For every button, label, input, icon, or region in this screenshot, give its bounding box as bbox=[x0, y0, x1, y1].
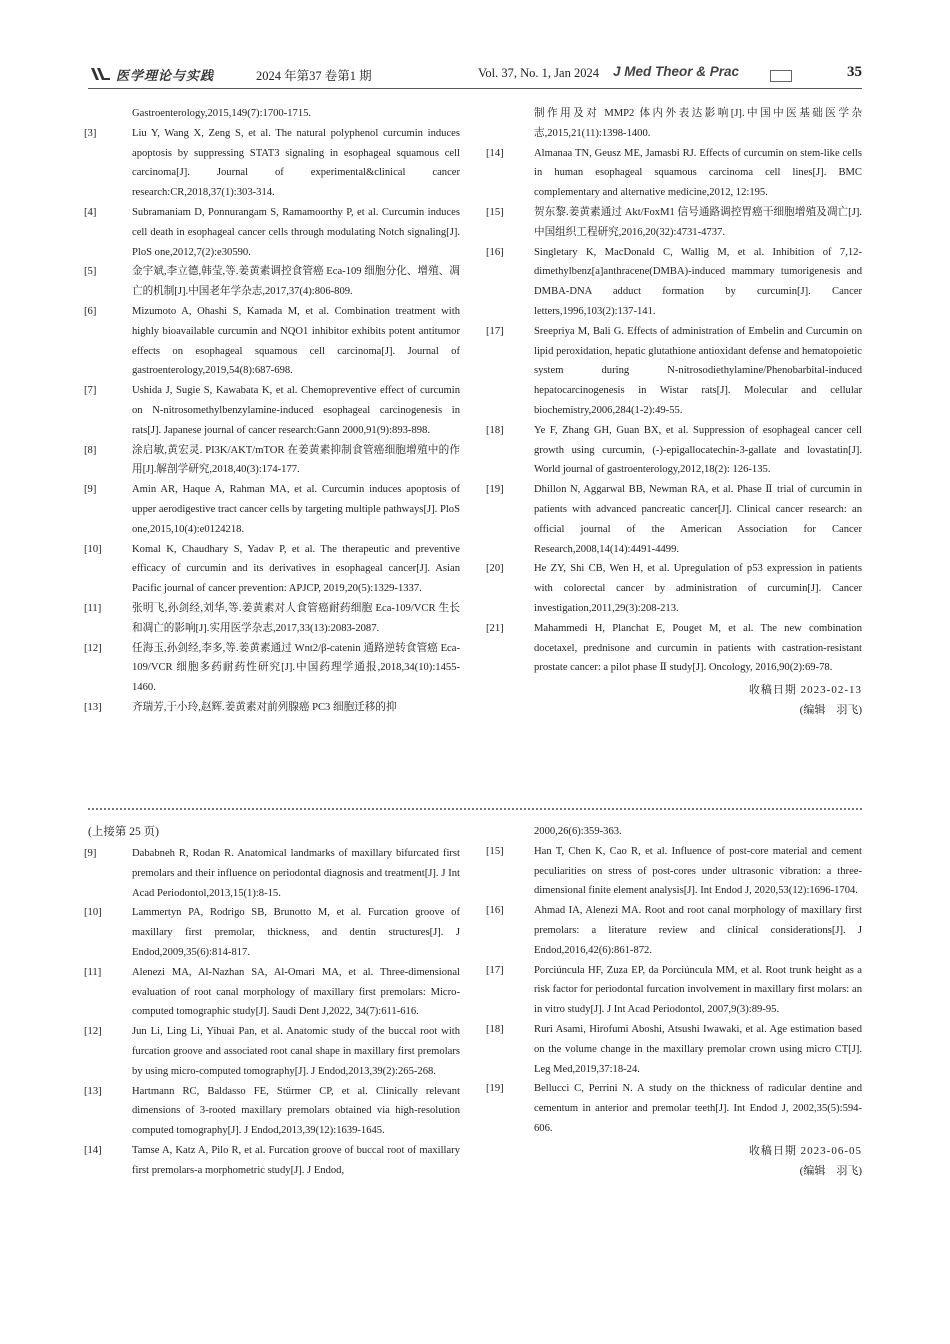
reference-item bbox=[84, 1141, 460, 1181]
issue-info-en: Vol. 37, No. 1, Jan 2024 bbox=[478, 66, 599, 80]
reference-text: Hartmann RC, Baldasso FE, Stürmer CP, et al. Clinically relevant dimensions of 3-rooted maxillary premolars obtained via high-resolution computed tomography[J]. J Endod,2013,39(12):1639-1645. bbox=[132, 1085, 460, 1137]
reference-number: [9] bbox=[84, 484, 97, 496]
reference-number: [10] bbox=[84, 543, 102, 555]
reference-text: Singletary K, MacDonald C, Wallig M, et al. Inhibition of 7,12-dimethylbenz[a]anthracene(DMBA)-induced mammary tumorigenesis and DMBA-DNA adduct formation by curcumin[J]. Cancer letters,1996,103(2):137-141. bbox=[534, 246, 862, 317]
page-number: 35 bbox=[847, 64, 862, 80]
reference-text: Subramaniam D, Ponnurangam S, Ramamoorthy P, et al. Curcumin induces cell death in esophageal cancer cells through modulating Notch signaling[J]. PloS one,2012,7(2):e30590. bbox=[132, 206, 460, 258]
reference-number: [18] bbox=[486, 1023, 504, 1035]
reference-item bbox=[486, 144, 862, 203]
reference-number: [16] bbox=[486, 905, 504, 917]
reference-item bbox=[84, 844, 460, 903]
reference-item bbox=[486, 243, 862, 322]
reference-item bbox=[84, 203, 460, 262]
reference-number: [19] bbox=[486, 1083, 504, 1095]
reference-text: Almanaa TN, Geusz ME, Jamasbi RJ. Effects of curcumin on stem-like cells in human esophageal squamous carcinoma cell lines[J]. BMC complementary and alternative medicine,2012, 12:195. bbox=[534, 147, 862, 199]
reference-item bbox=[486, 1079, 862, 1138]
reference-item bbox=[486, 619, 862, 678]
reference-number: [12] bbox=[84, 1026, 102, 1038]
reference-item bbox=[486, 559, 862, 618]
reference-item bbox=[84, 540, 460, 599]
reference-item bbox=[486, 901, 862, 960]
reference-continued: Gastroenterology,2015,149(7):1700-1715. bbox=[132, 108, 312, 119]
editor-note: (编辑 羽飞) bbox=[799, 704, 862, 717]
continued-from-label: (上接第 25 页) bbox=[88, 826, 159, 838]
reference-item bbox=[84, 639, 460, 698]
reference-text: 贺东黎.姜黄素通过 Akt/FoxM1 信号通路调控胃癌干细胞增殖及凋亡[J].中国组织工程研究,2016,20(32):4731-4737. bbox=[534, 206, 862, 238]
reference-item bbox=[486, 842, 862, 901]
reference-item bbox=[84, 262, 460, 302]
reference-continued: 2000,26(6):359-363. bbox=[534, 826, 622, 837]
reference-text: 齐瑞芳,于小玲,赵辉.姜黄素对前列腺癌 PC3 细胞迁移的抑 bbox=[132, 701, 397, 713]
reference-text: 金宇斌,李立德,韩莹,等.姜黄素调控食管癌 Eca-109 细胞分化、增殖、凋亡的机制[J].中国老年学杂志,2017,37(4):806-809. bbox=[132, 266, 460, 298]
reference-text: Komal K, Chaudhary S, Yadav P, et al. The therapeutic and preventive efficacy of curcumin and its derivatives in esophageal cancer[J]. Asian Pacific journal of cancer prevention: APJCP, 2019,20(5):1329-1337. bbox=[132, 543, 460, 595]
received-date: 收稿日期 2023-06-05 bbox=[748, 1144, 862, 1157]
reference-text: Alenezi MA, Al-Nazhan SA, Al-Omari MA, et al. Three-dimensional evaluation of root canal morphology of maxillary first premolars: Micro-computed tomographic study[J]. Saudi Dent J,2022, 34(7):611-616. bbox=[132, 966, 460, 1018]
reference-number: [13] bbox=[84, 701, 102, 713]
reference-number: [20] bbox=[486, 563, 504, 575]
reference-text: Han T, Chen K, Cao R, et al. Influence of post-core material and cement peculiarities on stress of post-cores under ultrasonic vibration: a three-dimensional finite element analysis[J]. Int Endod J, 2020,53(12):1696-1704. bbox=[534, 845, 862, 897]
reference-text: Liu Y, Wang X, Zeng S, et al. The natural polyphenol curcumin induces apoptosis by suppressing STAT3 signaling in esophageal squamous cell carcinoma[J]. Journal of experimental&clinical cancer research:CR,2018,37(1):303-314. bbox=[132, 127, 460, 199]
reference-text: Porciúncula HF, Zuza EP, da Porciúncula MM, et al. Root trunk height as a risk factor for periodontal furcation involvement in maxillary first molars: an in vitro study[J]. J Int Acad Periodontol, 2007,9(3):89-95. bbox=[534, 964, 862, 1016]
reference-number: [10] bbox=[84, 907, 102, 919]
reference-number: [6] bbox=[84, 305, 97, 317]
reference-number: [12] bbox=[84, 642, 102, 654]
reference-number: [11] bbox=[84, 602, 102, 614]
references-bottom-left bbox=[84, 822, 460, 1181]
reference-text: Ahmad IA, Alenezi MA. Root and root canal morphology of maxillary first premolars: a literature review and clinical considerations[J]. J Endod,2016,42(6):861-872. bbox=[534, 905, 862, 956]
page-header bbox=[88, 62, 862, 86]
reference-item bbox=[84, 480, 460, 539]
reference-text: Mahammedi H, Planchat E, Pouget M, et al. The new combination docetaxel, prednisone and curcumin in patients with castration-resistant prostate cancer: a pilot phase Ⅱ study[J]. Oncology, 2016,90(2):69-78. bbox=[534, 622, 862, 674]
reference-number: [15] bbox=[486, 845, 504, 857]
reference-item bbox=[84, 1082, 460, 1141]
reference-number: [4] bbox=[84, 206, 97, 218]
reference-text: Bellucci C, Perrini N. A study on the thickness of radicular dentine and cementum in anterior and premolar teeth[J]. Int Endod J, 2002,35(5):594-606. bbox=[534, 1083, 862, 1134]
reference-text: Sreepriya M, Bali G. Effects of administration of Embelin and Curcumin on lipid peroxidation, hepatic glutathione antioxidant defense and hematopoietic system during N-nitrosodiethylamine/Phenobarbital-induced hepatocarcinogenesis in Wistar rats[J]. Molecular and cellular biochemistry,2006,284(1-2):49-55. bbox=[534, 325, 862, 416]
reference-item bbox=[84, 441, 460, 481]
reference-text: Dababneh R, Rodan R. Anatomical landmarks of maxillary bifurcated first premolars and their influence on periodontal diagnosis and treatment[J]. J Int Acad Periodontol,2013,15(1):8-15. bbox=[132, 848, 460, 899]
received-date: 收稿日期 2023-02-13 bbox=[748, 684, 862, 697]
reference-number: [11] bbox=[84, 966, 102, 978]
references-top-left bbox=[84, 104, 460, 718]
reference-item bbox=[84, 381, 460, 440]
reference-number: [5] bbox=[84, 266, 97, 278]
references-bottom-right bbox=[486, 822, 862, 1181]
reference-item bbox=[84, 302, 460, 381]
editor-note: (编辑 羽飞) bbox=[799, 1164, 862, 1177]
reference-item bbox=[486, 961, 862, 1020]
reference-number: [8] bbox=[84, 444, 97, 456]
reference-item bbox=[486, 322, 862, 421]
reference-text: Ruri Asami, Hirofumi Aboshi, Atsushi Iwawaki, et al. Age estimation based on the volume change in the maxillary premolar crown using micro CT[J]. Leg Med,2019,37:18-24. bbox=[534, 1023, 862, 1075]
journal-logo-icon bbox=[90, 66, 110, 82]
reference-text: Ye F, Zhang GH, Guan BX, et al. Suppression of esophageal cancer cell growth using curcumin, (-)-epigallocatechin-3-gallate and lovastatin[J]. World journal of gastroenterology,2012,18(2): 126-135. bbox=[534, 424, 862, 476]
reference-text: Amin AR, Haque A, Rahman MA, et al. Curcumin induces apoptosis of upper aerodigestive tract cancer cells by targeting multiple pathways[J]. PloS one,2015,10(4):e0124218. bbox=[132, 484, 460, 535]
issue-info-cn: 2024 年第37 卷第1 期 bbox=[256, 69, 372, 83]
reference-text: Lammertyn PA, Rodrigo SB, Brunotto M, et al. Furcation groove of maxillary first premolar, thickness, and dentin structures[J]. J Endod,2009,35(6):814-817. bbox=[132, 907, 460, 958]
reference-number: [7] bbox=[84, 385, 97, 397]
reference-number: [13] bbox=[84, 1085, 102, 1097]
reference-number: [21] bbox=[486, 622, 504, 634]
reference-item bbox=[84, 698, 460, 718]
reference-number: [9] bbox=[84, 848, 97, 859]
reference-item bbox=[84, 903, 460, 962]
reference-text: He ZY, Shi CB, Wen H, et al. Upregulation of p53 expression in patients with colorectal cancer by administration of curcumin[J]. Cancer investigation,2011,29(3):208-213. bbox=[534, 563, 862, 614]
reference-item bbox=[84, 963, 460, 1022]
reference-number: [14] bbox=[84, 1144, 102, 1156]
reference-item bbox=[486, 1020, 862, 1079]
reference-text: Tamse A, Katz A, Pilo R, et al. Furcation groove of buccal root of maxillary first premolars-a morphometric study[J]. J Endod, bbox=[132, 1144, 460, 1176]
reference-number: [17] bbox=[486, 325, 504, 337]
reference-number: [19] bbox=[486, 484, 504, 496]
reference-item bbox=[84, 124, 460, 203]
reference-text: Dhillon N, Aggarwal BB, Newman RA, et al. Phase Ⅱ trial of curcumin in patients with advanced pancreatic cancer[J]. Clinical cancer research: an official journal of the American Association for Cancer Research,2008,14(14):4491-4499. bbox=[534, 484, 862, 555]
reference-continued: 制作用及对 MMP2 体内外表达影响[J].中国中医基础医学杂志,2015,21(11):1398-1400. bbox=[534, 108, 862, 139]
reference-number: [3] bbox=[84, 127, 97, 139]
reference-text: 任海玉,孙剑经,李多,等.姜黄素通过 Wnt2/β-catenin 通路逆转食管癌 Eca-109/VCR 细胞多药耐药性研究[J].中国药理学通报,2018,34(10):1455-1460. bbox=[132, 642, 460, 694]
reference-item bbox=[84, 599, 460, 639]
reference-item bbox=[486, 203, 862, 243]
journal-title-en: J Med Theor & Prac bbox=[613, 64, 740, 79]
header-box-icon bbox=[770, 70, 792, 82]
reference-item bbox=[486, 421, 862, 480]
reference-number: [14] bbox=[486, 147, 504, 159]
reference-item bbox=[486, 480, 862, 559]
reference-number: [17] bbox=[486, 964, 504, 976]
reference-text: 张明飞,孙剑经,刘华,等.姜黄素对人食管癌耐药细胞 Eca-109/VCR 生长和凋亡的影响[J].实用医学杂志,2017,33(13):2083-2087. bbox=[132, 602, 460, 634]
reference-item bbox=[84, 1022, 460, 1081]
reference-number: [18] bbox=[486, 424, 504, 436]
reference-text: Mizumoto A, Ohashi S, Kamada M, et al. Combination treatment with highly bioavailable curcumin and NQO1 inhibitor exhibits potent antitumor effects on esophageal squamous cell carcinoma[J]. Journal of gastroenterology,2019,54(8):687-698. bbox=[132, 305, 460, 377]
references-top-right bbox=[486, 104, 862, 720]
section-divider bbox=[88, 808, 862, 810]
reference-text: Jun Li, Ling Li, Yihuai Pan, et al. Anatomic study of the buccal root with furcation groove and associated root canal shape in maxillary first premolars by using micro-computed tomography[J]. J Endod,2013,39(2):265-268. bbox=[132, 1026, 460, 1077]
header-rule bbox=[88, 88, 862, 89]
reference-text: 涂启敏,黄宏灵. PI3K/AKT/mTOR 在姜黄素抑制食管癌细胞增殖中的作用[J].解剖学研究,2018,40(3):174-177. bbox=[132, 444, 460, 476]
reference-number: [16] bbox=[486, 246, 504, 258]
reference-number: [15] bbox=[486, 206, 504, 218]
reference-text: Ushida J, Sugie S, Kawabata K, et al. Chemopreventive effect of curcumin on N-nitrosomethylbenzylamine-induced esophageal carcinogenesis in rats[J]. Japanese journal of cancer research:Gann 2000,91(9):893-898. bbox=[132, 385, 460, 436]
journal-title-cn: 医学理论与实践 bbox=[116, 69, 215, 84]
